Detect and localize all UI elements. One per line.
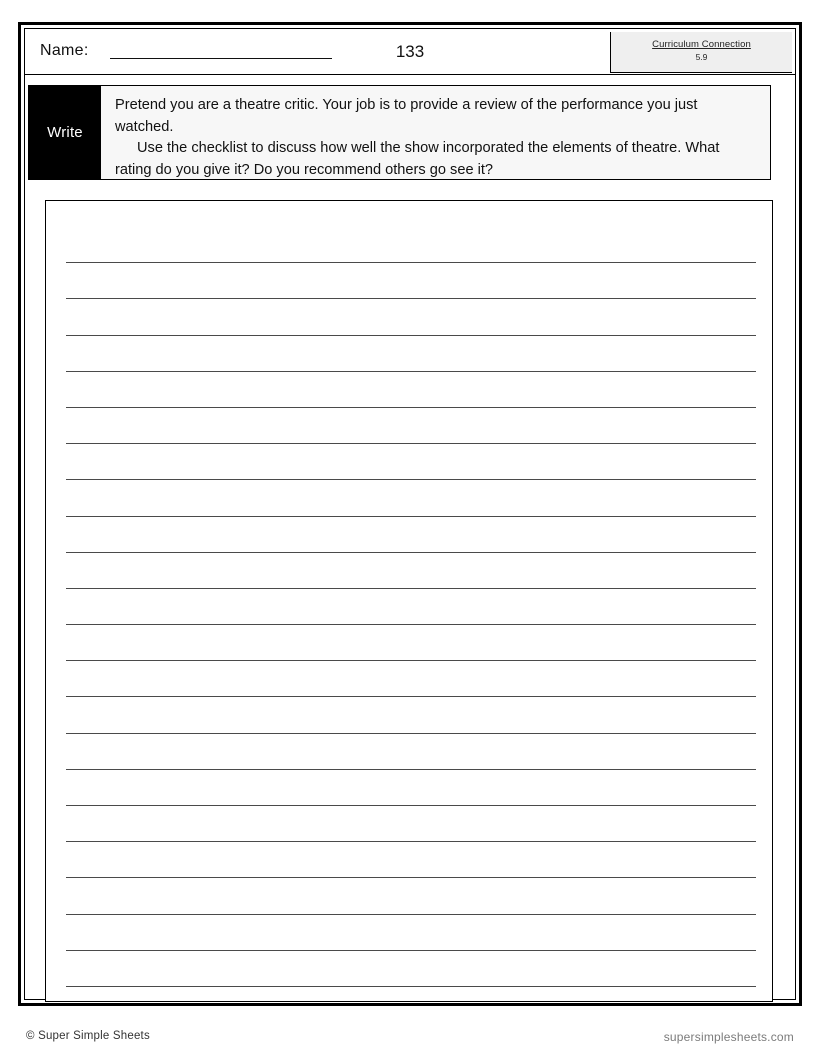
writing-line[interactable]	[66, 951, 756, 987]
curriculum-connection-title: Curriculum Connection	[652, 39, 751, 50]
footer-website: supersimplesheets.com	[663, 1030, 794, 1044]
writing-line[interactable]	[66, 408, 756, 444]
writing-line[interactable]	[66, 589, 756, 625]
writing-line[interactable]	[66, 299, 756, 335]
writing-line[interactable]	[66, 878, 756, 914]
writing-line[interactable]	[66, 553, 756, 589]
page-number: 133	[395, 42, 425, 61]
name-label: Name:	[40, 42, 89, 59]
instruction-line-2: Use the checklist to discuss how well the show incorporated the elements of theatre. What rating do you give it? Do you recommend others go see it?	[115, 140, 720, 178]
writing-lines	[66, 227, 756, 979]
curriculum-connection-code: 5.9	[695, 52, 708, 62]
footer-copyright: © Super Simple Sheets	[26, 1030, 150, 1042]
writing-line[interactable]	[66, 372, 756, 408]
writing-line[interactable]	[66, 697, 756, 733]
writing-line[interactable]	[66, 734, 756, 770]
writing-line[interactable]	[66, 915, 756, 951]
writing-line[interactable]	[66, 625, 756, 661]
writing-line[interactable]	[66, 263, 756, 299]
writing-line[interactable]	[66, 842, 756, 878]
instruction-line-1: Pretend you are a theatre critic. Your job is to provide a review of the performance you just watched.	[115, 97, 698, 135]
writing-line[interactable]	[66, 661, 756, 697]
writing-line[interactable]	[66, 336, 756, 372]
writing-line[interactable]	[66, 806, 756, 842]
curriculum-connection-badge	[610, 32, 792, 73]
instruction-tag: Write	[29, 86, 101, 179]
instruction-panel	[28, 85, 771, 180]
writing-line[interactable]	[66, 227, 756, 263]
writing-line[interactable]	[66, 517, 756, 553]
header-divider	[24, 74, 796, 75]
writing-line[interactable]	[66, 480, 756, 516]
writing-line[interactable]	[66, 444, 756, 480]
writing-area[interactable]	[45, 200, 773, 1002]
header	[28, 32, 792, 74]
instruction-text	[101, 86, 770, 179]
footer	[0, 1030, 820, 1054]
writing-line[interactable]	[66, 770, 756, 806]
